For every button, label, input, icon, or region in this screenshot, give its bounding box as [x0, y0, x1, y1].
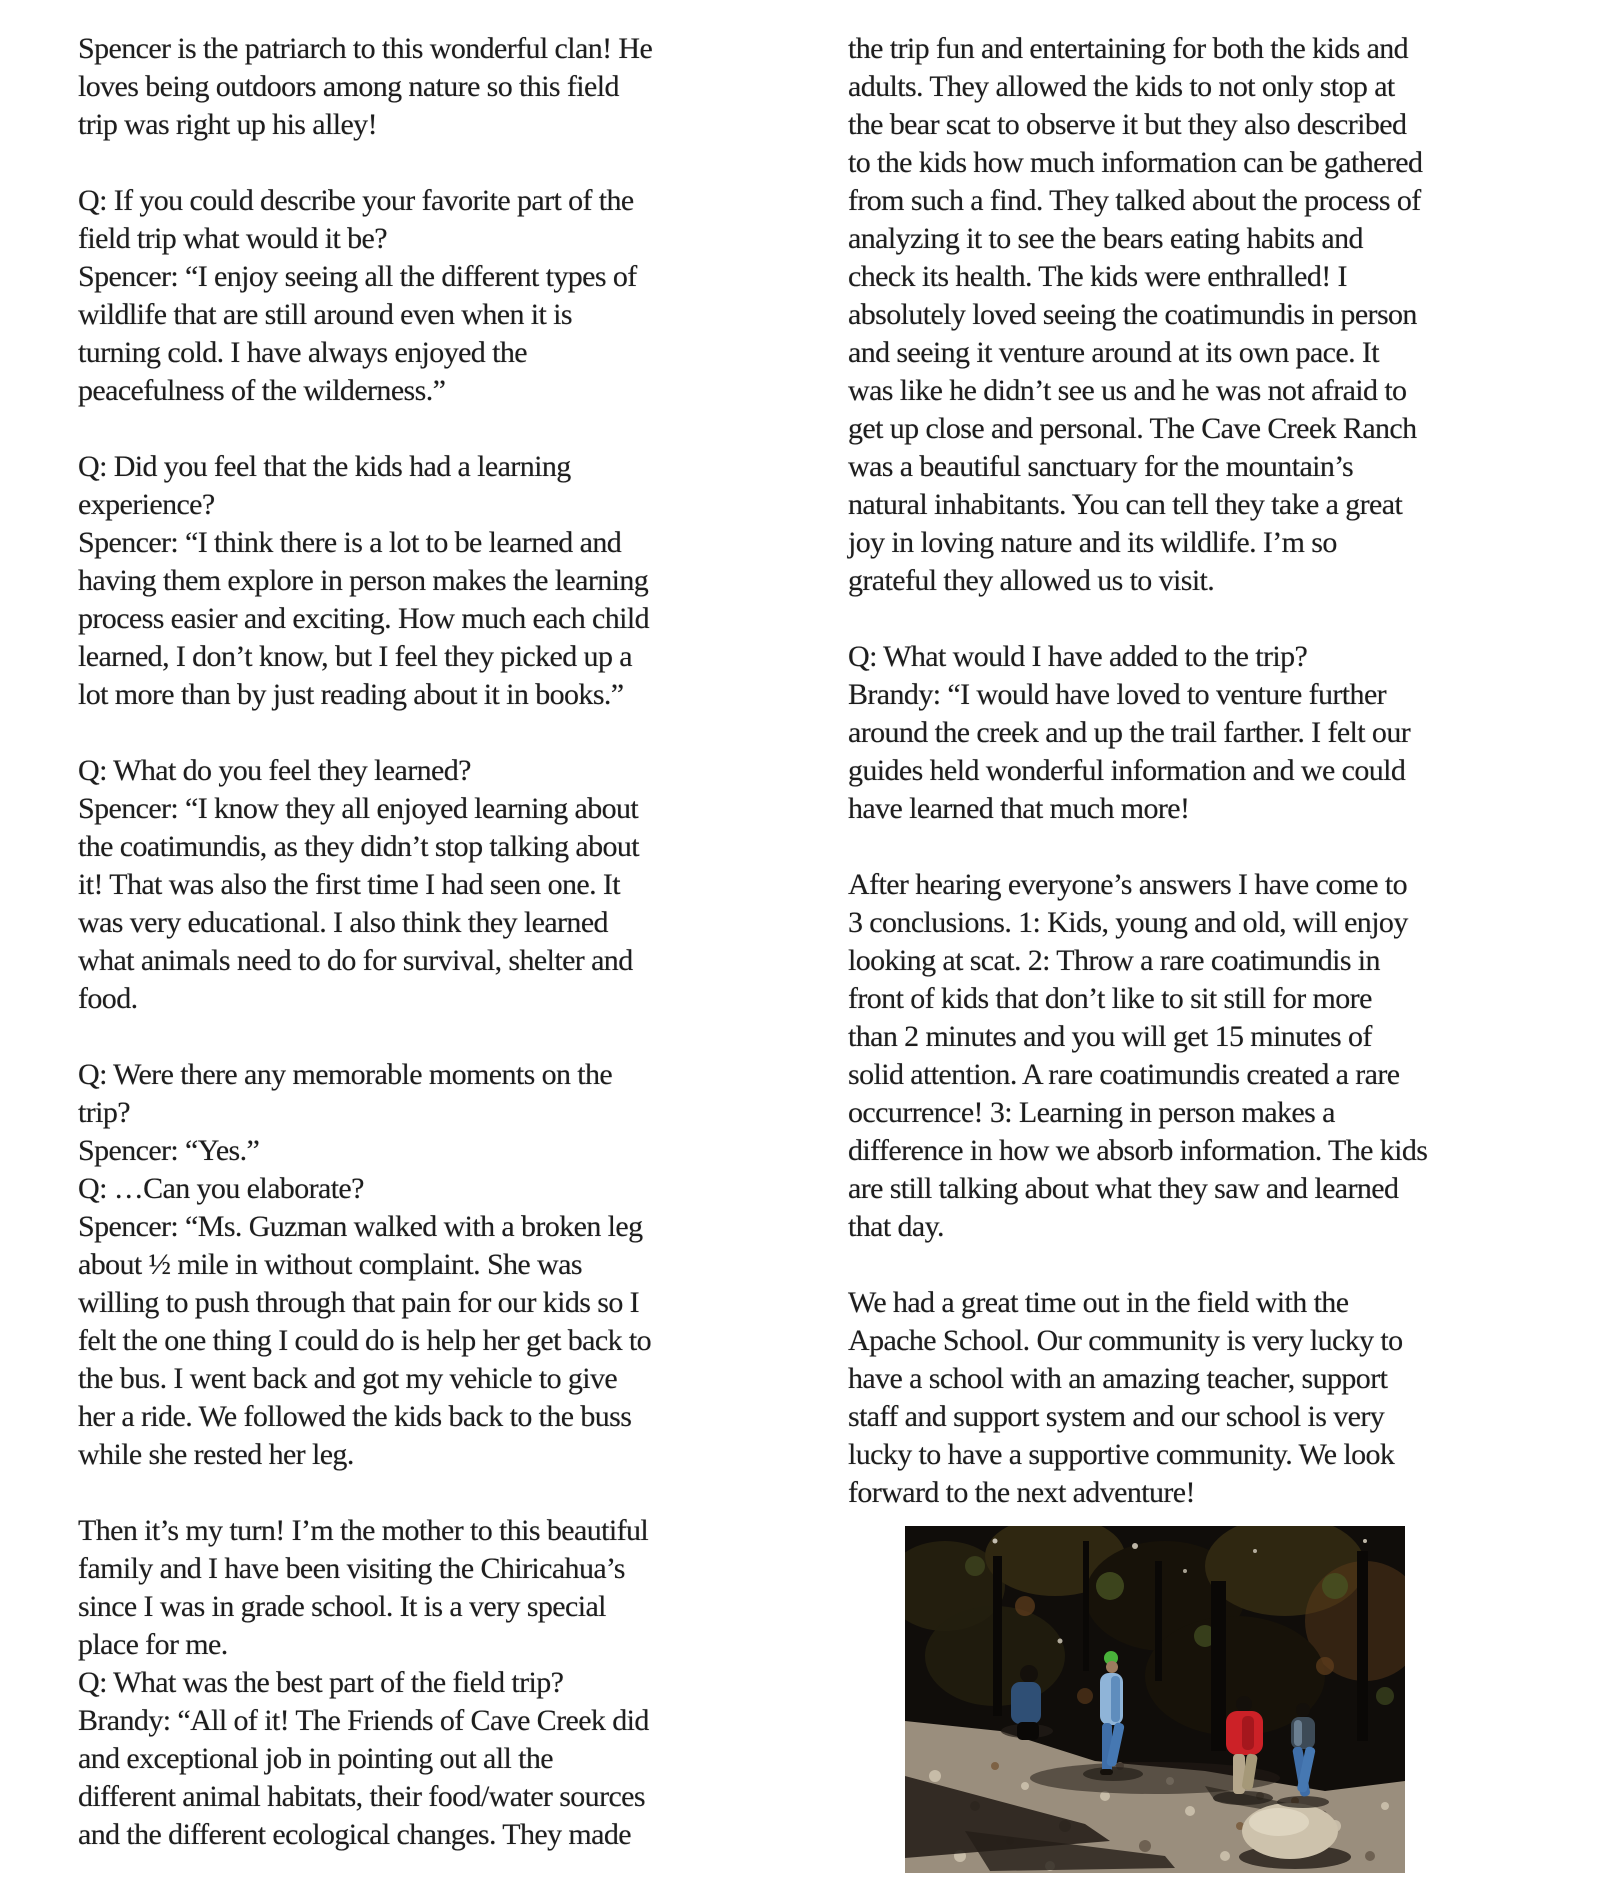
text-line: wildlife that are still around even when it is	[78, 298, 572, 331]
text-line: learned, I don’t know, but I feel they picked up a	[78, 640, 632, 673]
right-column-text	[848, 30, 1520, 1512]
paragraph-block	[848, 1284, 1520, 1512]
field-trip-photo	[905, 1526, 1405, 1873]
text-line: to the kids how much information can be gathered	[848, 146, 1423, 179]
text-line: the bear scat to observe it but they also described	[848, 108, 1407, 141]
text-line: looking at scat. 2: Throw a rare coatimundis in	[848, 944, 1380, 977]
text-line: Spencer: “Ms. Guzman walked with a broken leg	[78, 1210, 643, 1243]
text-line: felt the one thing I could do is help her get back to	[78, 1324, 652, 1357]
text-line: field trip what would it be?	[78, 222, 387, 255]
hikers-photo-illustration	[905, 1526, 1405, 1873]
text-line: check its health. The kids were enthralled! I	[848, 260, 1347, 293]
text-line: Then it’s my turn! I’m the mother to this beautiful	[78, 1514, 649, 1547]
text-line: that day.	[848, 1210, 944, 1243]
text-line: having them explore in person makes the learning	[78, 564, 649, 597]
text-line: guides held wonderful information and we could	[848, 754, 1406, 787]
text-line: Spencer: “Yes.”	[78, 1134, 260, 1167]
text-line: trip?	[78, 1096, 130, 1129]
text-line: Q: What would I have added to the trip?	[848, 640, 1308, 673]
text-line: are still talking about what they saw and learned	[848, 1172, 1399, 1205]
text-line: was very educational. I also think they learned	[78, 906, 608, 939]
text-line: turning cold. I have always enjoyed the	[78, 336, 527, 369]
text-line: solid attention. A rare coatimundis created a rare	[848, 1058, 1400, 1091]
text-line: joy in loving nature and its wildlife. I’m so	[848, 526, 1337, 559]
text-line: different animal habitats, their food/water sources	[78, 1780, 645, 1813]
text-line: Q: If you could describe your favorite part of the	[78, 184, 634, 217]
text-line: while she rested her leg.	[78, 1438, 354, 1471]
paragraph-block	[78, 448, 750, 714]
text-line: analyzing it to see the bears eating habits and	[848, 222, 1363, 255]
text-line: and seeing it venture around at its own pace. It	[848, 336, 1380, 369]
text-line: lucky to have a supportive community. We look	[848, 1438, 1395, 1471]
text-line: since I was in grade school. It is a very special	[78, 1590, 606, 1623]
text-line: difference in how we absorb information. The kids	[848, 1134, 1428, 1167]
text-line: her a ride. We followed the kids back to the buss	[78, 1400, 632, 1433]
text-line: it! That was also the first time I had seen one. It	[78, 868, 621, 901]
text-line: natural inhabitants. You can tell they take a great	[848, 488, 1403, 521]
text-line: from such a find. They talked about the process of	[848, 184, 1421, 217]
text-line: process easier and exciting. How much each child	[78, 602, 649, 635]
text-line: willing to push through that pain for our kids so I	[78, 1286, 640, 1319]
text-line: get up close and personal. The Cave Creek Ranch	[848, 412, 1417, 445]
text-line: occurrence! 3: Learning in person makes a	[848, 1096, 1335, 1129]
text-line: adults. They allowed the kids to not only stop at	[848, 70, 1395, 103]
text-line: Q: What was the best part of the field trip?	[78, 1666, 564, 1699]
text-line: have learned that much more!	[848, 792, 1190, 825]
text-line: the bus. I went back and got my vehicle to give	[78, 1362, 618, 1395]
text-line: around the creek and up the trail farther. I felt our	[848, 716, 1411, 749]
text-line: was a beautiful sanctuary for the mountain’s	[848, 450, 1354, 483]
paragraph-block	[848, 30, 1520, 600]
text-line: We had a great time out in the field with the	[848, 1286, 1349, 1319]
text-line: grateful they allowed us to visit.	[848, 564, 1215, 597]
text-line: Q: …Can you elaborate?	[78, 1172, 364, 1205]
paragraph-block	[78, 1056, 750, 1474]
text-line: After hearing everyone’s answers I have come to	[848, 868, 1408, 901]
left-column	[78, 30, 750, 1854]
paragraph-block	[848, 638, 1520, 828]
text-line: experience?	[78, 488, 215, 521]
text-line: Q: Did you feel that the kids had a learning	[78, 450, 571, 483]
paragraph-block	[78, 1512, 750, 1854]
text-line: Brandy: “I would have loved to venture further	[848, 678, 1387, 711]
text-line: absolutely loved seeing the coatimundis in person	[848, 298, 1417, 331]
text-line: was like he didn’t see us and he was not afraid to	[848, 374, 1407, 407]
text-line: the trip fun and entertaining for both the kids and	[848, 32, 1409, 65]
text-line: than 2 minutes and you will get 15 minutes of	[848, 1020, 1372, 1053]
text-line: have a school with an amazing teacher, support	[848, 1362, 1388, 1395]
text-line: about ½ mile in without complaint. She was	[78, 1248, 582, 1281]
text-line: Brandy: “All of it! The Friends of Cave Creek did	[78, 1704, 649, 1737]
paragraph-block	[78, 182, 750, 410]
text-line: Spencer: “I enjoy seeing all the different types of	[78, 260, 637, 293]
text-line: forward to the next adventure!	[848, 1476, 1195, 1509]
text-line: peacefulness of the wilderness.”	[78, 374, 446, 407]
text-line: loves being outdoors among nature so this field	[78, 70, 619, 103]
text-line: the coatimundis, as they didn’t stop talking about	[78, 830, 640, 863]
text-line: Q: Were there any memorable moments on the	[78, 1058, 613, 1091]
text-line: 3 conclusions. 1: Kids, young and old, will enjoy	[848, 906, 1408, 939]
text-line: what animals need to do for survival, shelter and	[78, 944, 633, 977]
text-line: place for me.	[78, 1628, 228, 1661]
text-line: and the different ecological changes. They made	[78, 1818, 631, 1851]
text-line: staff and support system and our school is very	[848, 1400, 1385, 1433]
paragraph-block	[78, 752, 750, 1018]
text-line: Spencer is the patriarch to this wonderful clan! He	[78, 32, 653, 65]
text-line: Apache School. Our community is very lucky to	[848, 1324, 1403, 1357]
text-line: Spencer: “I know they all enjoyed learning about	[78, 792, 639, 825]
text-line: front of kids that don’t like to sit still for more	[848, 982, 1372, 1015]
text-line: Spencer: “I think there is a lot to be learned and	[78, 526, 622, 559]
text-line: food.	[78, 982, 138, 1015]
text-line: family and I have been visiting the Chiricahua’s	[78, 1552, 625, 1585]
text-line: lot more than by just reading about it in books.”	[78, 678, 624, 711]
text-line: Q: What do you feel they learned?	[78, 754, 471, 787]
paragraph-block	[78, 30, 750, 144]
text-line: and exceptional job in pointing out all the	[78, 1742, 553, 1775]
right-column	[848, 30, 1520, 1873]
text-line: trip was right up his alley!	[78, 108, 377, 141]
paragraph-block	[848, 866, 1520, 1246]
